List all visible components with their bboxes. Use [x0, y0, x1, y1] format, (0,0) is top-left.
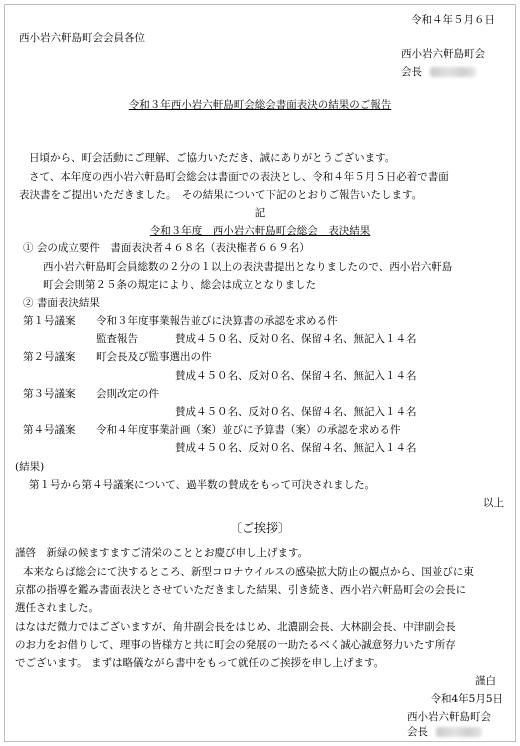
- item1-heading: ① 会の成立要件 書面表決者４６８名（表決権者６６９名）: [23, 242, 310, 254]
- greeting-p2-line-1: 本来ならば総会にて決するところ、新型コロナウイルスの感染拡大防止の観点から、国並びに東: [23, 566, 474, 578]
- agenda-2-votes: 賛成４５０名、反対０名、保留４名、無記入１４名: [175, 370, 417, 382]
- issue-date: 令和４年５月６日: [411, 14, 495, 26]
- recipient: 西小岩六軒島町会会員各位: [19, 32, 145, 44]
- sender-name: [401, 65, 476, 80]
- ki-marker: 記: [254, 207, 266, 219]
- agenda-2-title: 町会長及び監事選出の件: [96, 351, 212, 363]
- agenda-2-label: 第２号議案: [23, 351, 76, 363]
- greeting-signatory: [407, 725, 482, 740]
- intro-line-3: 表決書をご提出いただきました。 その結果について下記のとおりご報告いたします。: [19, 189, 423, 201]
- agenda-4-title: 令和４年度事業計画（案）並びに予算書（案）の承認を求める件: [96, 424, 401, 436]
- greeting-closing: 謹白: [475, 675, 496, 687]
- document-page: [4, 4, 516, 742]
- agenda-1-sub: 監査報告: [96, 333, 138, 345]
- agenda-1-label: 第１号議案: [23, 315, 76, 327]
- agenda-1-votes: 賛成４５０名、反対０名、保留４名、無記入１４名: [175, 333, 417, 345]
- agenda-1-title: 令和３年度事業報告並びに決算書の承認を求める件: [96, 315, 338, 327]
- item1-line-2: 町会会則第２５条の規定により、総会は成立となりました: [43, 279, 316, 291]
- sender-title: 会長: [401, 66, 422, 78]
- greeting-p3-line-2: のお力をお借りして、理事の皆様方と共に町会の発展の一助たるべく誠心誠意努力いたす所存: [15, 639, 456, 651]
- greeting-date: 令和4年5月5日: [430, 693, 503, 705]
- intro-line-2: さて、本年度の西小岩六軒島町会総会は書面での表決とし、令和４年５月５日必着で書面: [29, 171, 449, 183]
- item2-heading: ② 書面表決結果: [23, 297, 100, 309]
- greeting-p2-line-3: 選任されました。: [15, 602, 99, 614]
- results-closing: 以上: [483, 497, 504, 509]
- greeting-p1: 謹啓 新緑の候ますますご清栄のこととお慶び申し上げます。: [15, 547, 309, 559]
- document-title: 令和３年西小岩六軒島町会総会書面表決の結果のご報告: [128, 99, 392, 111]
- agenda-4-label: 第４号議案: [23, 424, 76, 436]
- redacted-name: [430, 67, 476, 77]
- conclusion-label: (結果): [15, 461, 45, 473]
- greeting-title: 会長: [407, 726, 428, 738]
- greeting-p3-line-1: はなはだ微力ではございますが、角井副会長をはじめ、北濃副会長、大林副会長、中津副会長: [15, 621, 456, 633]
- item1-line-1: 西小岩六軒島町会員総数の２分の１以上の表決書提出となりましたので、西小岩六軒島: [43, 261, 453, 273]
- intro-line-1: 日頃から、町会活動にご理解、ご協力いただき、誠にありがとうございます。: [29, 152, 396, 164]
- greeting-heading: 〔ご挨拶〕: [229, 521, 290, 535]
- sender-org: 西小岩六軒島町会: [401, 48, 485, 60]
- agenda-3-label: 第３号議案: [23, 388, 76, 400]
- results-heading: 令和３年度 西小岩六軒島町会総会 表決結果: [149, 225, 371, 237]
- conclusion-text: 第１号から第４号議案について、過半数の賛成をもって可決されました。: [29, 479, 376, 491]
- agenda-4-votes: 賛成４５０名、反対０名、保留４名、無記入１４名: [175, 442, 417, 454]
- redacted-name: [436, 727, 482, 737]
- agenda-3-votes: 賛成４５０名、反対０名、保留４名、無記入１４名: [175, 406, 417, 418]
- agenda-3-title: 会則改定の件: [96, 388, 159, 400]
- greeting-p2-line-2: 京都の指導を鑑み書面表決とさせていただきました結果、引き続き、西小岩六軒島町会の会長に: [15, 584, 467, 596]
- greeting-p3-line-3: でございます。 まずは略儀ながら書中をもって就任のご挨拶を申し上げます。: [15, 657, 385, 669]
- greeting-org: 西小岩六軒島町会: [407, 711, 491, 723]
